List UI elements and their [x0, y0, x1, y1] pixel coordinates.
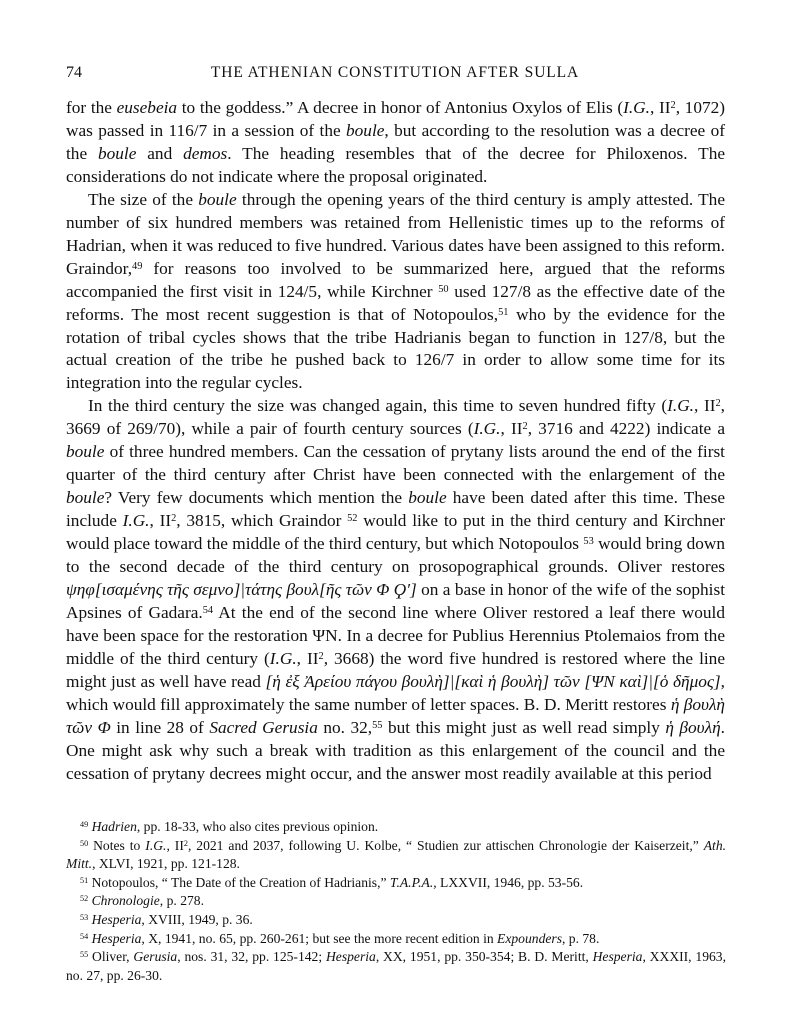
- text: on a base in honor of the wife of the sophist Apsines of Gadara.: [66, 580, 725, 622]
- text: , which would fill approximately the same number of letter spaces. B. D. Meritt restores: [66, 671, 725, 714]
- italic-text: I.G.: [269, 648, 297, 668]
- footnote-number: 55: [80, 950, 89, 960]
- text: no. 32,: [317, 717, 373, 737]
- text: ? Very few documents which mention the: [104, 488, 409, 508]
- italic-text: T.A.P.A.: [389, 874, 434, 890]
- footnote-ref: 51: [498, 306, 509, 318]
- italic-text: I.G.: [122, 511, 150, 531]
- text: , nos. 31, 32, pp. 125-142;: [177, 949, 326, 965]
- italic-text: Hesperia: [91, 930, 142, 946]
- text: , p. 278.: [159, 893, 204, 909]
- text: , X, 1941, no. 65, pp. 260-261; but see the more recent edition in: [141, 930, 498, 946]
- page-header: [66, 64, 724, 86]
- italic-text: demos: [183, 143, 228, 163]
- text: have been dated after this time. These include: [66, 488, 725, 531]
- text: , pp. 18-33, who also cites previous opinion.: [136, 819, 379, 834]
- text: , 3669 of 269/70), while a pair of fourth century sources (: [66, 396, 725, 439]
- footnote-55: [66, 948, 726, 985]
- text: , XX, 1951, pp. 350-354; B. D. Meritt,: [375, 949, 593, 965]
- text: Notopoulos, “ The Date of the Creation of Hadrianis,”: [91, 874, 390, 890]
- text: , XVIII, 1949, p. 36.: [141, 911, 253, 927]
- italic-text: Chronologie: [91, 893, 160, 909]
- text: , 2021 and 2037, following U. Kolbe, “ Studien zur attischen Chronologie der Kaiserzeit,”: [187, 837, 704, 853]
- footnote-number: 52: [80, 894, 89, 904]
- paragraph-2: [66, 189, 725, 396]
- text: but this might just as well read simply: [382, 717, 666, 737]
- italic-text: Expounders: [497, 930, 562, 946]
- text: , II: [296, 648, 319, 668]
- italic-text: boule: [408, 488, 447, 508]
- text: , 3716 and 4222) indicate a: [527, 419, 726, 439]
- text: , II: [650, 98, 671, 117]
- italic-text: I.G.: [667, 396, 695, 416]
- text: , p. 78.: [561, 930, 600, 946]
- superscript: 2: [715, 398, 721, 410]
- paragraph-1: [66, 97, 725, 189]
- italic-text: Hesperia: [592, 949, 643, 965]
- superscript: 2: [183, 838, 188, 848]
- italic-text: boule: [66, 488, 105, 508]
- text: , 3668) the word five hundred is restored where the line might just as well have read: [66, 648, 725, 691]
- text: who by the evidence for the rotation of tribal cycles shows that the tribe Hadrianis began to function in 127/8, but the actual creation of the tribe he pushed back to 126/7 in order to allow some time for its integration into the regular cycles.: [66, 304, 725, 393]
- footnote-51: [66, 874, 726, 893]
- footnote-ref: 53: [583, 535, 594, 547]
- italic-text: Hesperia: [325, 949, 376, 965]
- paragraph-3: [66, 395, 725, 785]
- text: for the: [66, 98, 117, 117]
- italic-text: I.G.: [145, 837, 167, 853]
- greek-text: ἡ βουλή: [665, 717, 721, 737]
- footnote-number: 49: [80, 819, 89, 829]
- italic-text: boule: [97, 143, 137, 163]
- text: for reasons too involved to be summarized here, argued that the reforms accompanied the first visit in 124/5, while Kirchner: [66, 258, 725, 301]
- text: , II: [694, 396, 716, 416]
- footnote-49: [66, 818, 726, 837]
- text: , 1072) was passed in 116/7 in a session of the: [66, 98, 725, 140]
- text: , II: [166, 837, 184, 853]
- footnote-number: 54: [80, 931, 89, 941]
- italic-text: Ath. Mitt.: [66, 837, 727, 872]
- footnote-ref: 50: [438, 283, 449, 295]
- italic-text: Hesperia: [91, 911, 142, 927]
- footnote-number: 51: [80, 875, 89, 885]
- footnote-number: 53: [80, 912, 89, 922]
- italic-text: I.G.: [623, 98, 650, 117]
- footnote-53: [66, 911, 726, 930]
- text: would bring down to the second decade of the third century on prosopographical grounds. Oliver restores: [66, 534, 725, 577]
- text: , XXXII, 1963, no. 27, pp. 26-30.: [66, 949, 727, 983]
- running-title: THE ATHENIAN CONSTITUTION AFTER SULLA: [210, 64, 580, 81]
- superscript: 2: [522, 421, 528, 433]
- greek-text: ἡ βουλὴ τῶν Φ: [66, 694, 726, 737]
- page-number: 74: [66, 64, 82, 81]
- footnote-50: [66, 837, 726, 874]
- italic-text: I.G.: [473, 419, 501, 439]
- footnote-ref: 55: [372, 719, 383, 731]
- text: , XLVI, 1921, pp. 121-128.: [92, 856, 240, 872]
- footnote-52: [66, 892, 726, 911]
- text: The size of the: [88, 189, 199, 209]
- text: . One might ask why such a break with tradition as this enlargement of the council and the cessation of prytany decrees might occur, and the answer most readily available at this period: [66, 717, 725, 783]
- italic-text: Sacred Gerusia: [209, 717, 318, 737]
- text: Notes to: [93, 837, 146, 853]
- italic-text: boule: [66, 442, 105, 462]
- text: in line 28 of: [110, 717, 210, 737]
- superscript: 2: [171, 512, 177, 524]
- footnote-ref: 54: [202, 604, 214, 616]
- body-text: [66, 97, 725, 786]
- text: , but according to the resolution was a decree of the: [66, 120, 725, 163]
- text: At the end of the second line where Oliver restored a leaf there would have been space for the restoration ΨN. In a decree for Publius Herennius Ptolemaios from the middle of the third century (: [66, 602, 725, 668]
- text: , II: [149, 511, 172, 531]
- text: used 127/8 as the effective date of the reforms. The most recent suggestion is that of Notopoulos,: [66, 281, 725, 324]
- text: . The heading resembles that of the decree for Philoxenos. The considerations do not indicate where the proposal originated.: [66, 143, 725, 186]
- text: , LXXVII, 1946, pp. 53-56.: [433, 874, 584, 890]
- footnotes: [66, 818, 726, 985]
- text: of three hundred members. Can the cessation of prytany lists around the end of the first quarter of the third century after Christ have been connected with the enlargement of the: [66, 442, 725, 485]
- text: In the third century the size was changed again, this time to seven hundred fifty (: [88, 396, 668, 416]
- footnote-number: 50: [80, 838, 89, 848]
- italic-text: Gerusia: [133, 949, 178, 965]
- text: , 3815, which Graindor: [176, 511, 348, 531]
- footnote-ref: 49: [132, 260, 143, 272]
- superscript: 2: [318, 650, 324, 662]
- italic-text: boule: [198, 189, 237, 209]
- text: , II: [500, 419, 523, 439]
- footnote-54: [66, 930, 726, 949]
- text: to the goddess.” A decree in honor of Antonius Oxylos of Elis (: [177, 98, 624, 117]
- greek-text: [ἡ ἐξ Ἀρείου πάγου βουλὴ]|[καὶ ἡ βουλὴ] τῶν [ΨN καὶ]|[ὁ δῆμος]: [265, 671, 721, 691]
- text: and: [136, 143, 184, 163]
- footnote-ref: 52: [347, 512, 358, 524]
- text: Oliver,: [92, 949, 134, 965]
- text: would like to put in the third century and Kirchner would place toward the middle of the third century, but which Notopoulos: [66, 511, 726, 554]
- text: through the opening years of the third century is amply attested. The number of six hundred members was retained from Hellenistic times up to the reforms of Hadrian, when it was reduced to five hundred. Various dates have been assigned to this reform. Graindor,: [66, 189, 725, 278]
- italic-text: boule: [346, 120, 385, 140]
- greek-text: ψηφ[ισαμένης τῆς σεμνο]|τάτης βουλ[ῆς τῶν Φ Ϙ′]: [66, 580, 417, 600]
- italic-text: Hadrien: [91, 819, 137, 834]
- superscript: 2: [670, 99, 676, 111]
- italic-text: eusebeia: [116, 98, 178, 117]
